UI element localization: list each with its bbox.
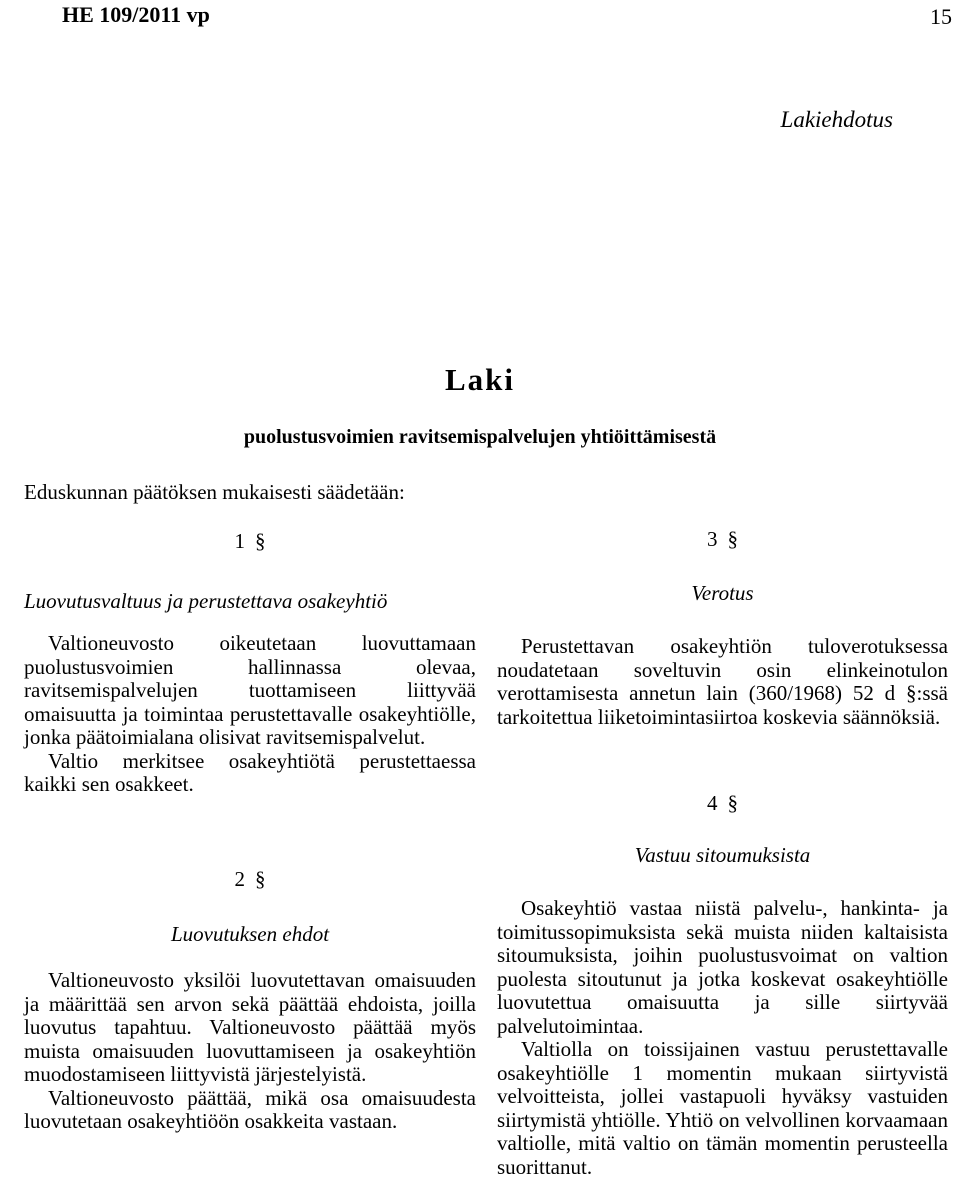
section-1-body: [24, 632, 476, 797]
section-4-heading: Vastuu sitoumuksista: [634, 843, 811, 867]
section-1-heading: Luovutusvaltuus ja perustettava osakeyhtiö: [24, 589, 388, 613]
proposal-label: Lakiehdotus: [780, 107, 893, 132]
section-2-paragraph-2: Valtioneuvosto päättää, mikä osa omaisuudesta luovutetaan osakeyhtiöön osakkeita vastaan.: [24, 1085, 476, 1133]
section-1-paragraph-2: Valtio merkitsee osakeyhtiötä perustettaessa kaikki sen osakkeet.: [24, 748, 476, 796]
section-2-paragraph-1: Valtioneuvosto yksilöi luovutettavan omaisuuden ja määrittää sen arvon sekä päättää ehdoista, joilla luovutus tapahtuu. Valtioneuvosto päättää myös muista omaisuuden luovuttamiseen ja osakeyhtiön muodostamiseen liittyvistä järjestelyistä.: [24, 968, 476, 1086]
section-3-heading: Verotus: [691, 581, 754, 605]
section-3-paragraph-1: Perustettavan osakeyhtiön tuloverotuksessa noudatetaan soveltuvin osin elinkeinotulon verottamisesta annetun lain (360/1968) 52 d §:ssä tarkoitettua liiketoimintasiirtoa koskevia säännöksiä.: [497, 634, 948, 729]
section-4-paragraph-2: Valtiolla on toissijainen vastuu perustettavalle osakeyhtiölle 1 momentin mukaan siirtyvistä velvoitteista, jollei vastapuoli hyväksy vastuiden siirtymistä yhtiölle. Yhtiö on velvollinen korvaamaan valtiolle, mitä valtio on tämän momentin perusteella suorittanut.: [497, 1037, 948, 1179]
section-sign: §: [255, 867, 266, 891]
section-2-heading: Luovutuksen ehdot: [170, 922, 330, 946]
section-3-body: [497, 635, 948, 729]
section-2-body: [24, 969, 476, 1134]
page-number: 15: [930, 4, 952, 29]
document-id: HE 109/2011 vp: [62, 2, 210, 27]
section-4-body: [497, 897, 948, 1179]
enactment-clause: Eduskunnan päätöksen mukaisesti säädetään:: [24, 480, 405, 504]
law-title: Laki: [444, 362, 516, 397]
section-1-number: 1 §: [234, 529, 266, 553]
section-2-number: 2 §: [234, 867, 266, 891]
section-sign: §: [727, 791, 738, 815]
left-column: [24, 0, 476, 1198]
right-column: [497, 0, 948, 1198]
section-4-number: 4 §: [707, 791, 738, 815]
section-3-number: 3 §: [707, 527, 738, 551]
section-sign: §: [727, 527, 738, 551]
section-sign: §: [255, 529, 266, 553]
law-subtitle: puolustusvoimien ravitsemispalvelujen yhtiöittämisestä: [243, 426, 717, 448]
section-4-paragraph-1: Osakeyhtiö vastaa niistä palvelu-, hankinta- ja toimitussopimuksista sekä muista niiden kaltaisista sitoumuksista, joihin puolustusvoimat on valtion puolesta sitoutunut ja jotka koskevat osakeyhtiölle luovutettua omaisuutta ja sille siirtyvää palvelutoimintaa.: [497, 896, 948, 1038]
section-1-paragraph-1: Valtioneuvosto oikeutetaan luovuttamaan puolustusvoimien hallinnassa olevaa, ravitsemispalvelujen tuottamiseen liittyvää omaisuutta ja toimintaa perustettavalle osakeyhtiölle, jonka päätoimialana olisivat ravitsemispalvelut.: [24, 631, 476, 749]
